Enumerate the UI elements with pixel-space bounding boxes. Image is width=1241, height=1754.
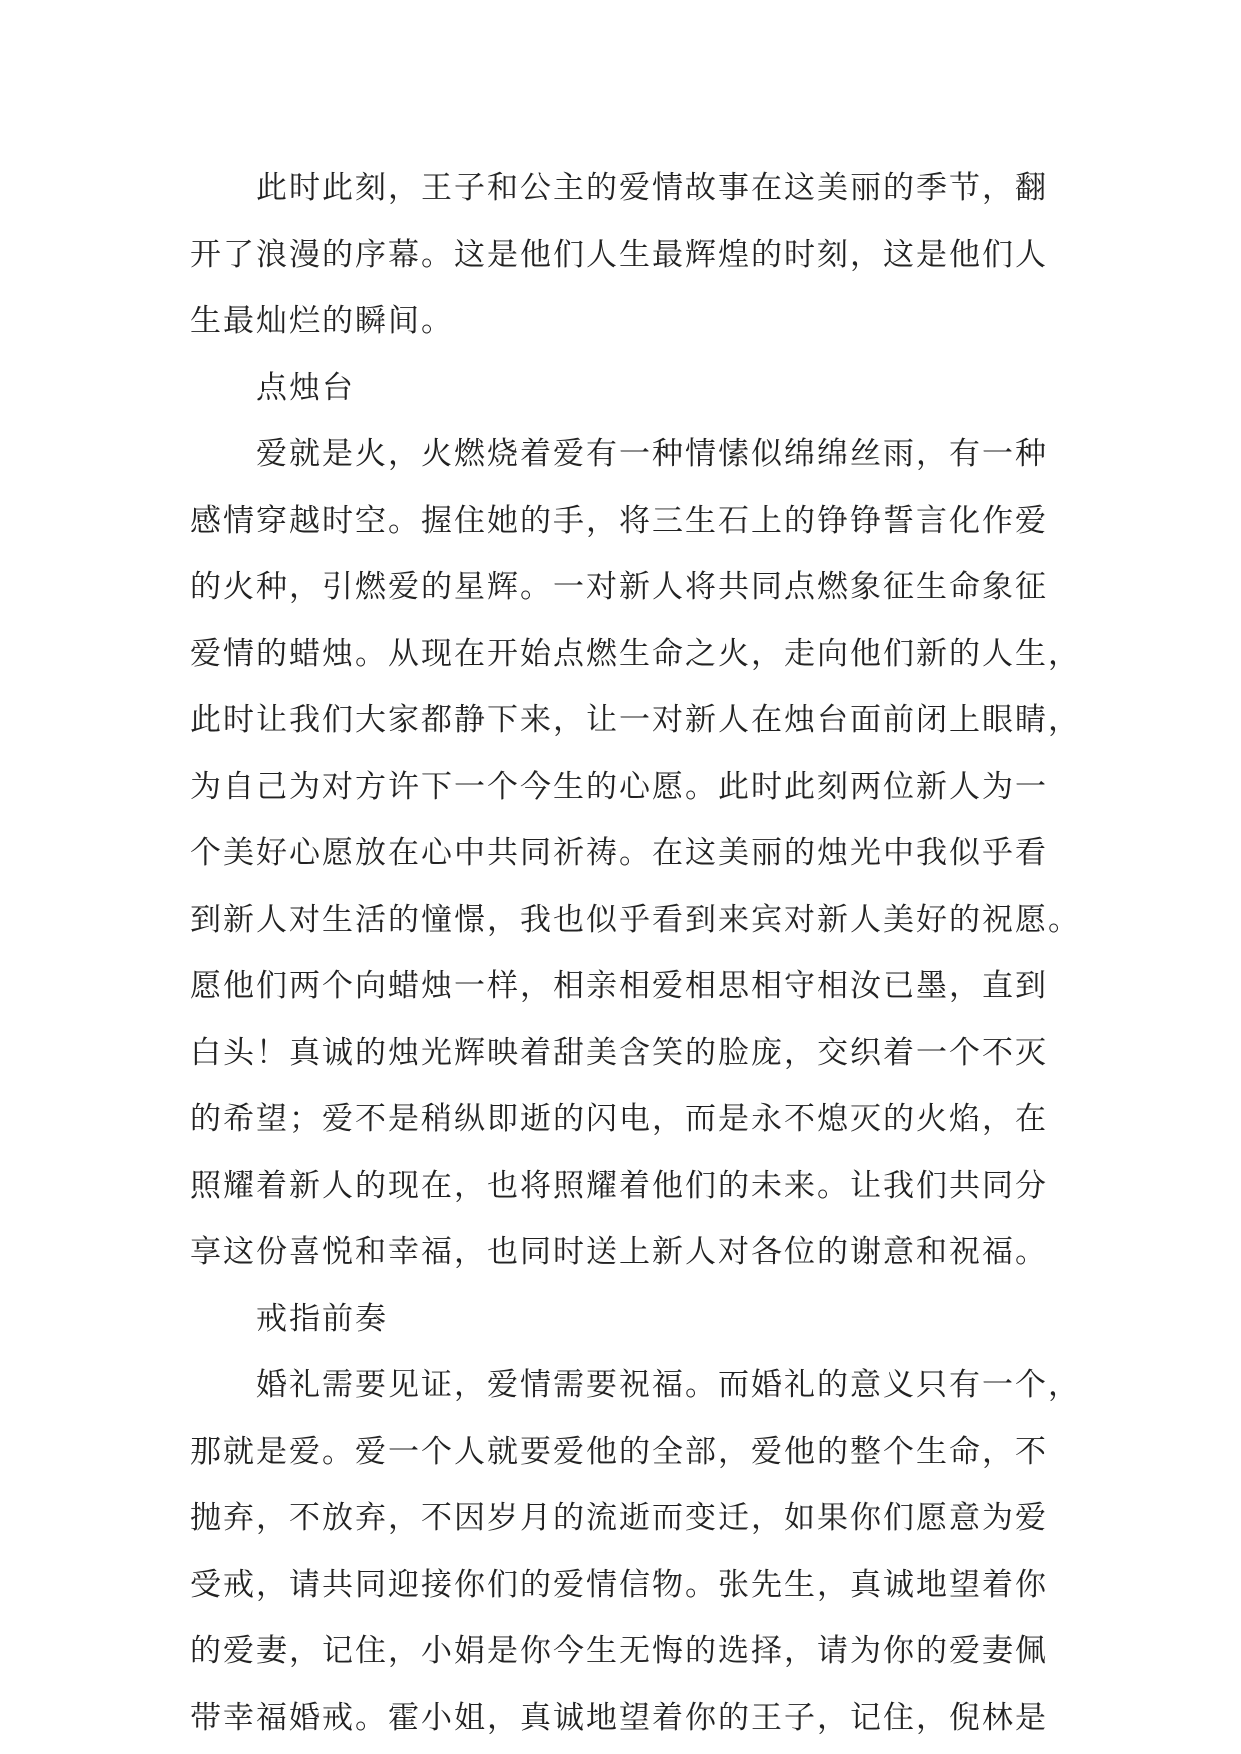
text-line: 为自己为对方许下一个今生的心愿。此时此刻两位新人为一 [190,768,1048,805]
text-line: 的爱妻，记住，小娟是你今生无悔的选择，请为你的爱妻佩 [190,1633,1048,1669]
text-line: 个美好心愿放在心中共同祈祷。在这美丽的烛光中我似乎看 [190,835,1048,871]
section-heading-candle-stand: 点烛台 [256,369,355,406]
text-line: 白头！真诚的烛光辉映着甜美含笑的脸庞，交织着一个不灭 [190,1034,1048,1071]
text-line: 感情穿越时空。握住她的手，将三生石上的铮铮誓言化作爱 [190,502,1048,539]
text-line: 照耀着新人的现在，也将照耀着他们的未来。让我们共同分 [190,1167,1048,1204]
text-line: 享这份喜悦和幸福，也同时送上新人对各位的谢意和祝福。 [190,1234,1048,1270]
paragraph-first-line: 婚礼需要见证，爱情需要祝福。而婚礼的意义只有一个， [256,1367,1081,1403]
text-line: 带幸福婚戒。霍小姐，真诚地望着你的王子，记住，倪林是 [190,1699,1048,1736]
text-line: 的火种，引燃爱的星辉。一对新人将共同点燃象征生命象征 [190,569,1048,605]
paragraph-first-line: 爱就是火，火燃烧着爱有一种情愫似绵绵丝雨，有一种 [256,436,1048,472]
document-body [190,155,1081,1751]
text-line: 受戒，请共同迎接你们的爱情信物。张先生，真诚地望着你 [190,1566,1048,1603]
paragraph-first-line: 此时此刻，王子和公主的爱情故事在这美丽的季节，翻 [256,170,1048,206]
text-line: 抛弃，不放弃，不因岁月的流逝而变迁，如果你们愿意为爱 [190,1500,1048,1536]
text-line: 开了浪漫的序幕。这是他们人生最辉煌的时刻，这是他们人 [190,236,1048,273]
text-line: 的希望；爱不是稍纵即逝的闪电，而是永不熄灭的火焰，在 [190,1101,1048,1137]
text-line: 此时让我们大家都静下来，让一对新人在烛台面前闭上眼睛， [190,702,1081,738]
text-line: 生最灿烂的瞬间。 [190,303,454,339]
text-line: 愿他们两个向蜡烛一样，相亲相爱相思相守相汝已墨，直到 [190,968,1048,1004]
text-line: 爱情的蜡烛。从现在开始点燃生命之火，走向他们新的人生， [190,635,1081,672]
text-line: 到新人对生活的憧憬，我也似乎看到来宾对新人美好的祝愿。 [190,901,1081,938]
section-heading-ring-prelude: 戒指前奏 [256,1300,388,1337]
text-line: 那就是爱。爱一个人就要爱他的全部，爱他的整个生命，不 [190,1433,1048,1470]
